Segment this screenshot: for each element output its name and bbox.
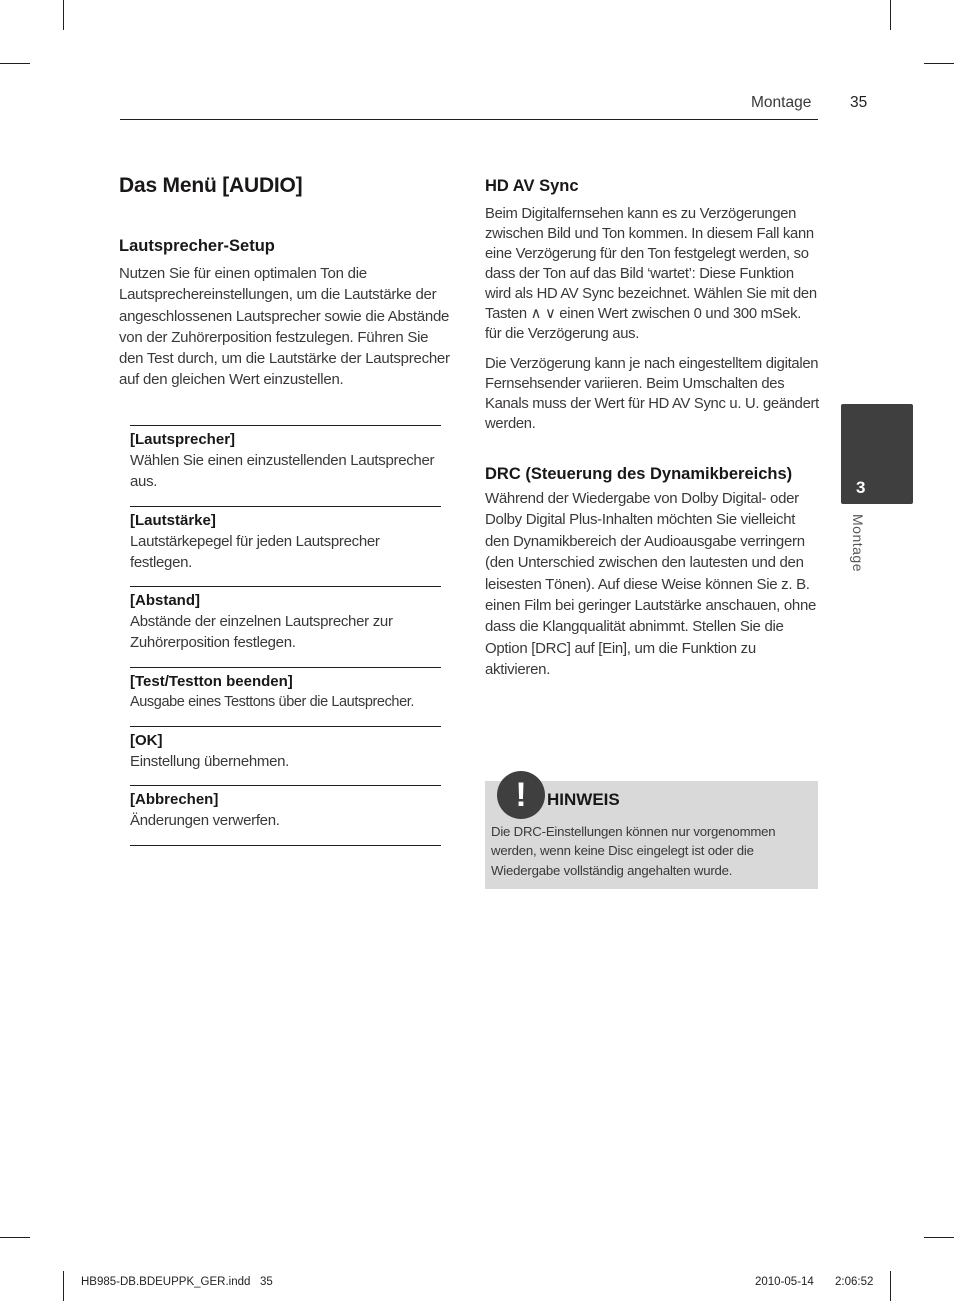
- option-description: Änderungen verwerfen.: [130, 812, 280, 830]
- crop-mark: [924, 1237, 954, 1238]
- right-column: [485, 174, 819, 681]
- option-description: Einstellung übernehmen.: [130, 753, 290, 771]
- page-title: Das Menü [AUDIO]: [119, 174, 303, 197]
- section-title-drc: DRC (Steuerung des Dynamikbereichs): [485, 465, 793, 483]
- section-title-hd-av-sync: HD AV Sync: [485, 177, 579, 195]
- option-row: [130, 587, 441, 668]
- option-name: [Lautsprecher]: [130, 431, 236, 448]
- option-row: [130, 507, 441, 588]
- footer-date: 2010-05-14: [755, 1276, 814, 1288]
- footer-file-name: HB985-DB.BDEUPPK_GER.indd 35: [81, 1276, 273, 1288]
- option-description: Ausgabe eines Testtons über die Lautsprecher.: [130, 693, 415, 710]
- note-title: HINWEIS: [547, 790, 620, 809]
- crop-mark: [0, 1237, 30, 1238]
- option-row: [130, 426, 441, 507]
- drc-text: Während der Wiedergabe von Dolby Digital- oder Dolby Digital Plus-Inhalten möchten Sie vielleicht den Dynamikbereich der Audioausgabe verringern (den Unterschied zwischen den lautesten und den leisesten Tönen). Auf diese Weise können Sie z. B. einen Film bei geringer Lautstärke anschauen, ohne dass die Klangqualität abnimmt. Stellen Sie die Option [DRC] auf [Ein], um die Funktion zu aktivieren.: [485, 490, 817, 679]
- left-column: [119, 174, 454, 391]
- crop-mark: [890, 0, 891, 30]
- option-description: Lautstärkepegel für jeden Lautsprecher festlegen.: [130, 532, 380, 571]
- chapter-number: 3: [856, 478, 866, 497]
- crop-mark: [0, 63, 30, 64]
- crop-mark: [890, 1271, 891, 1301]
- option-name: [Abstand]: [130, 592, 200, 610]
- footer-time: 2:06:52: [835, 1276, 874, 1288]
- page-number: 35: [850, 94, 868, 111]
- running-header-section: Montage: [751, 94, 812, 111]
- chapter-tab: [841, 404, 913, 504]
- speaker-setup-text: Nutzen Sie für einen optimalen Ton die Lautsprechereinstellungen, um die Lautstärke der angeschlossenen Lautsprecher sowie die Abstände von der Zuhörerposition festzulegen. Führen Sie den Test durch, um die Lautstärke der Lautsprecher auf den gleichen Wert einzustellen.: [119, 265, 450, 389]
- option-name: [Lautstärke]: [130, 511, 216, 529]
- crop-mark: [63, 1271, 64, 1301]
- exclamation-icon: !: [497, 771, 545, 819]
- hd-av-sync-text-2: Die Verzögerung kann je nach eingestelltem digitalen Fernsehsender variieren. Beim Umschalten des Kanals muss der Wert für HD AV Sync u. U. geändert werden.: [485, 356, 819, 432]
- crop-mark: [63, 0, 64, 30]
- option-row: [130, 786, 441, 845]
- option-description: Wählen Sie einen einzustellenden Lautsprecher aus.: [130, 452, 435, 491]
- option-name: [OK]: [130, 732, 163, 750]
- option-name: [Abbrechen]: [130, 791, 219, 809]
- option-description: Abstände der einzelnen Lautsprecher zur Zuhörerposition festlegen.: [130, 613, 393, 652]
- hd-av-sync-text: Beim Digitalfernsehen kann es zu Verzögerungen zwischen Bild und Ton kommen. In diesem Fall kann eine Verzögerung für den Ton festgelegt werden, so dass der Ton auf das Bild ‘wartet’: Diese Funktion wird als HD AV Sync bezeichnet. Wählen Sie mit den Tasten ∧ ∨ einen Wert zwischen 0 und 300 mSek. für die Verzögerung aus.: [485, 206, 817, 342]
- chapter-label: Montage: [850, 514, 866, 572]
- option-row: [130, 727, 441, 786]
- option-row: [130, 668, 441, 727]
- section-title-speaker-setup: Lautsprecher-Setup: [119, 237, 275, 255]
- crop-mark: [924, 63, 954, 64]
- header-rule: [120, 119, 818, 120]
- option-table: [130, 425, 441, 846]
- note-text: Die DRC-Einstellungen können nur vorgenommen werden, wenn keine Disc eingelegt ist oder die Wiedergabe vollständig angehalten wurde.: [491, 824, 776, 878]
- option-name: [Test/Testton beenden]: [130, 672, 293, 690]
